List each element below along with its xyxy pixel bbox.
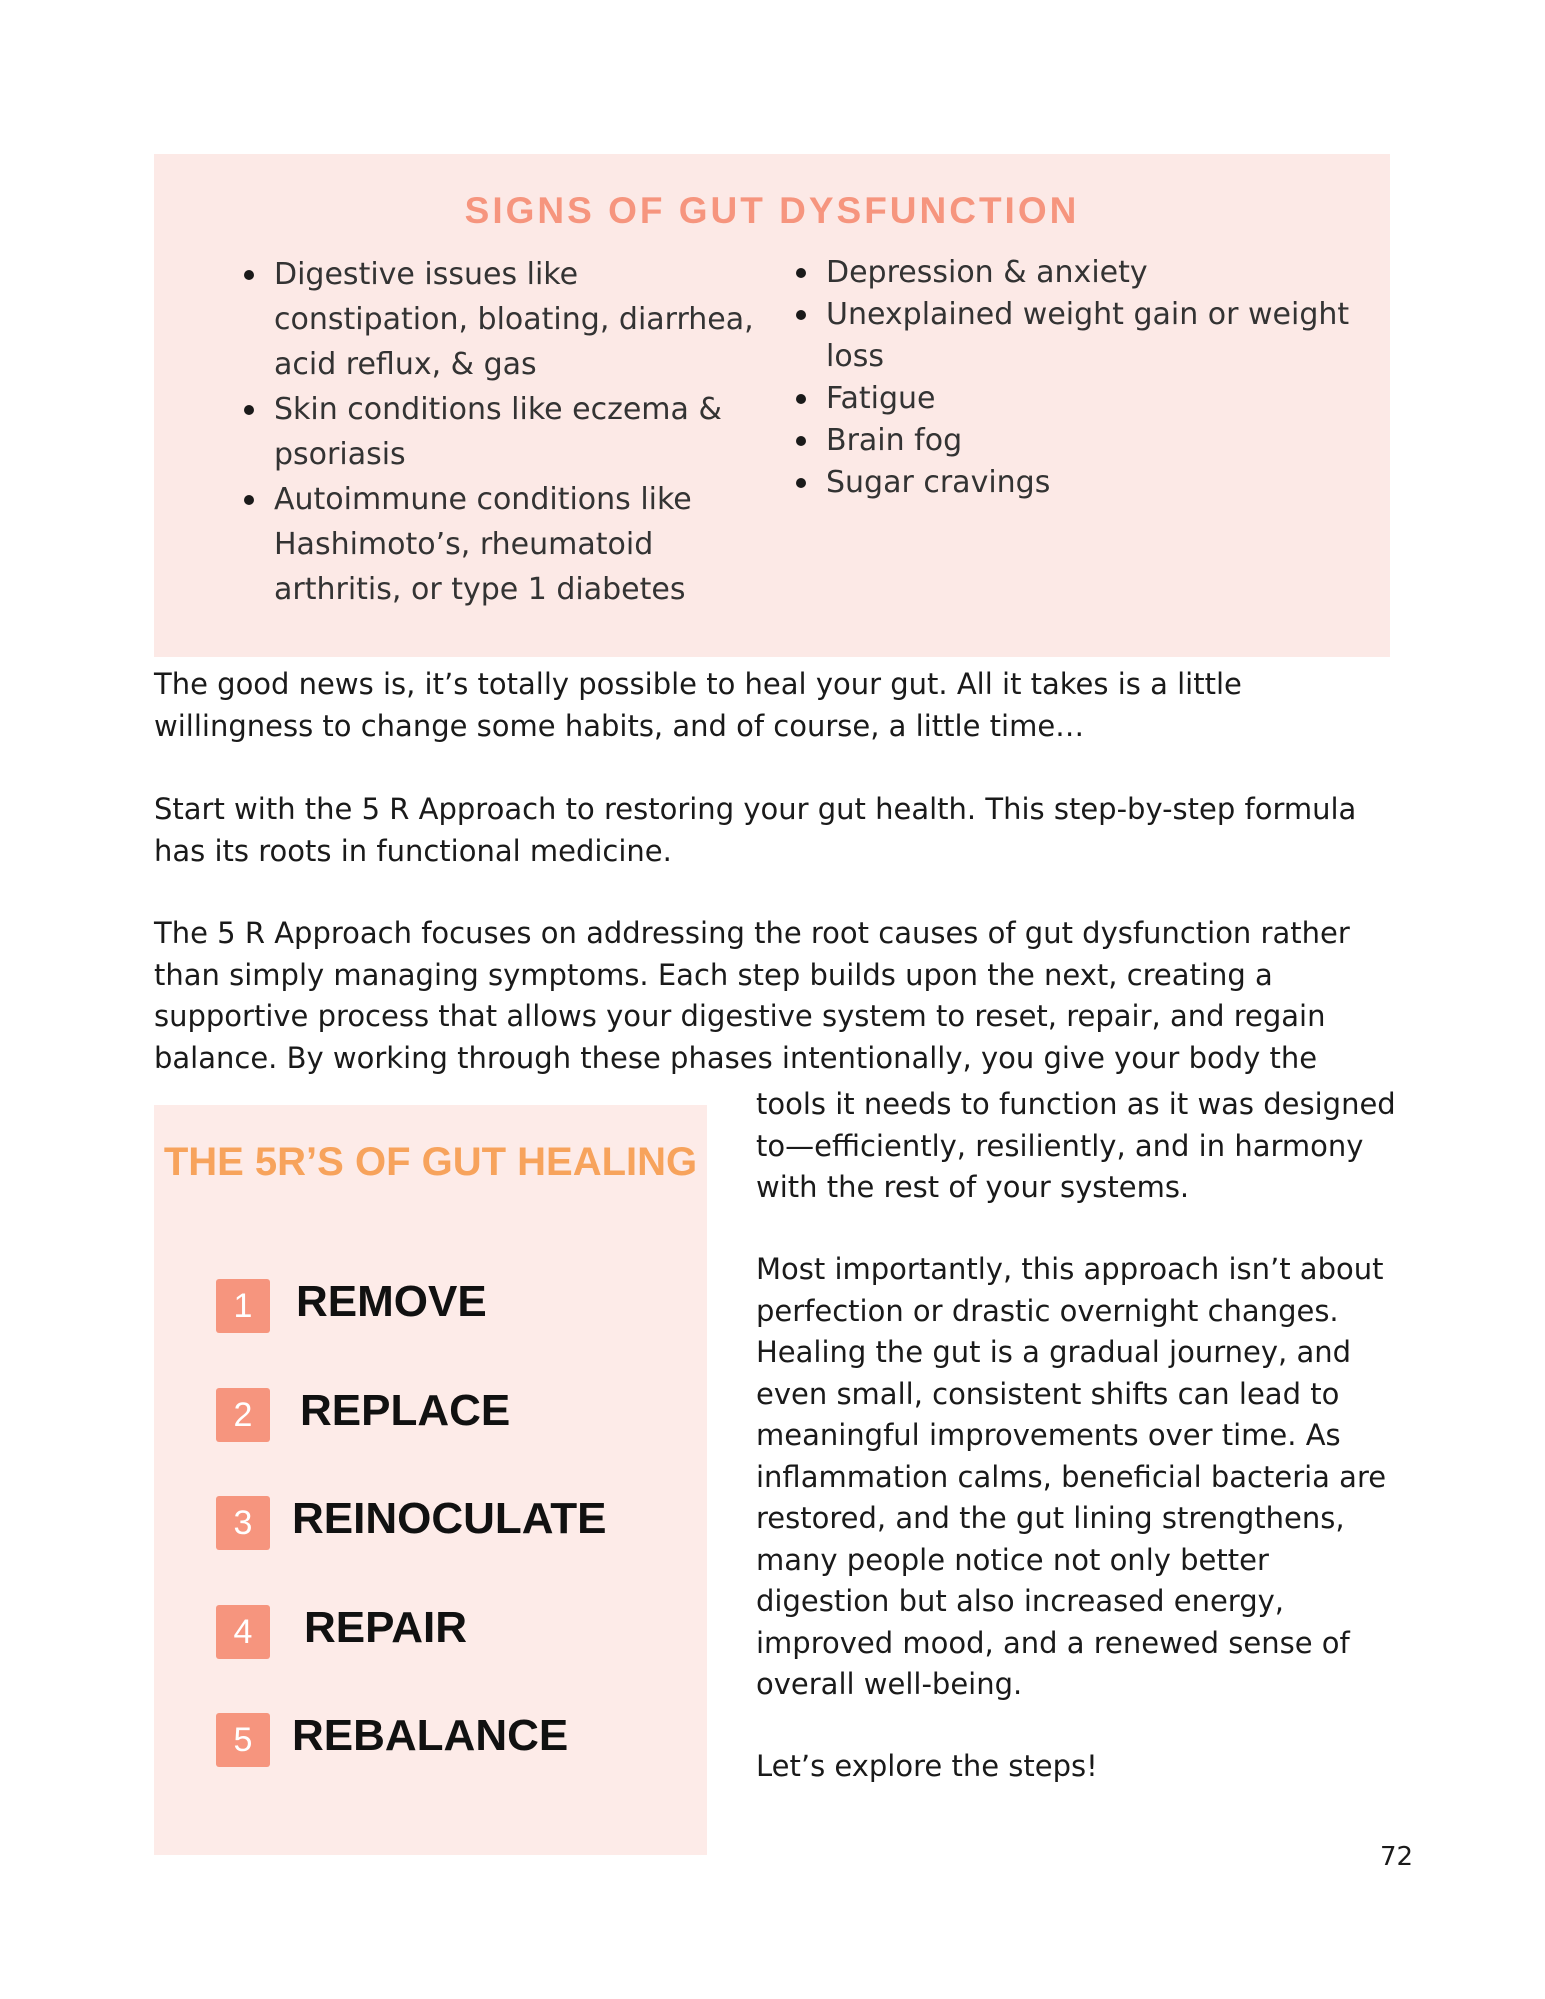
paragraph-continuation: tools it needs to function as it was designed to—efficiently, resiliently, and in harmony with the rest of your systems. [756,1087,1396,1204]
page-number: 72 [1380,1842,1414,1872]
step-number-badge: 4 [216,1605,270,1659]
paragraph-good-news: The good news is, it’s totally possible to heal your gut. All it takes is a little willingness to change some habits, and of course, a little time… [154,667,1242,743]
signs-list-left [238,252,778,612]
step-label: REPLACE [300,1386,511,1435]
list-item: Sugar cravings [790,462,1350,504]
signs-title: SIGNS OF GUT DYSFUNCTION [464,190,1080,231]
step-number-badge: 2 [216,1388,270,1442]
five-r-title: THE 5R’S OF GUT HEALING [163,1140,698,1184]
list-item: Skin conditions like eczema & psoriasis [238,387,778,477]
step-number-badge: 3 [216,1496,270,1550]
list-item: Digestive issues like constipation, bloating, diarrhea, acid reflux, & gas [238,252,778,387]
step-label: REMOVE [296,1277,487,1326]
paragraph-start: Start with the 5 R Approach to restoring your gut health. This step-by-step formula has its roots in functional medicine. [154,792,1357,868]
signs-list-right [790,252,1350,504]
step-label: REINOCULATE [292,1494,607,1543]
list-item: Autoimmune conditions like Hashimoto’s, rheumatoid arthritis, or type 1 diabetes [238,477,778,612]
list-item: Fatigue [790,378,1350,420]
paragraph-approach: The 5 R Approach focuses on addressing the root causes of gut dysfunction rather than simply managing symptoms. Each step builds upon the next, creating a supportive process that allows your digestive system to reset, repair, and regain balance. By working through these phases intentionally, you give your body the [154,916,1350,1075]
signs-callout-box [154,154,1390,657]
paragraph-importantly: Most importantly, this approach isn’t about perfection or drastic overnight changes. Healing the gut is a gradual journey, and even small, consistent shifts can lead to meaningful improvements over time. As inflammation calms, beneficial bacteria are restored, and the gut lining strengthens, many people notice not only better digestion but also increased energy, improved mood, and a renewed sense of overall well-being. [756,1252,1387,1701]
step-label: REBALANCE [292,1711,569,1760]
step-label: REPAIR [304,1603,467,1652]
paragraph-explore: Let’s explore the steps! [756,1749,1098,1783]
five-r-callout-box [154,1105,707,1855]
list-item: Depression & anxiety [790,252,1350,294]
list-item: Unexplained weight gain or weight loss [790,294,1350,378]
step-number-badge: 1 [216,1279,270,1333]
list-item: Brain fog [790,420,1350,462]
step-number-badge: 5 [216,1713,270,1767]
